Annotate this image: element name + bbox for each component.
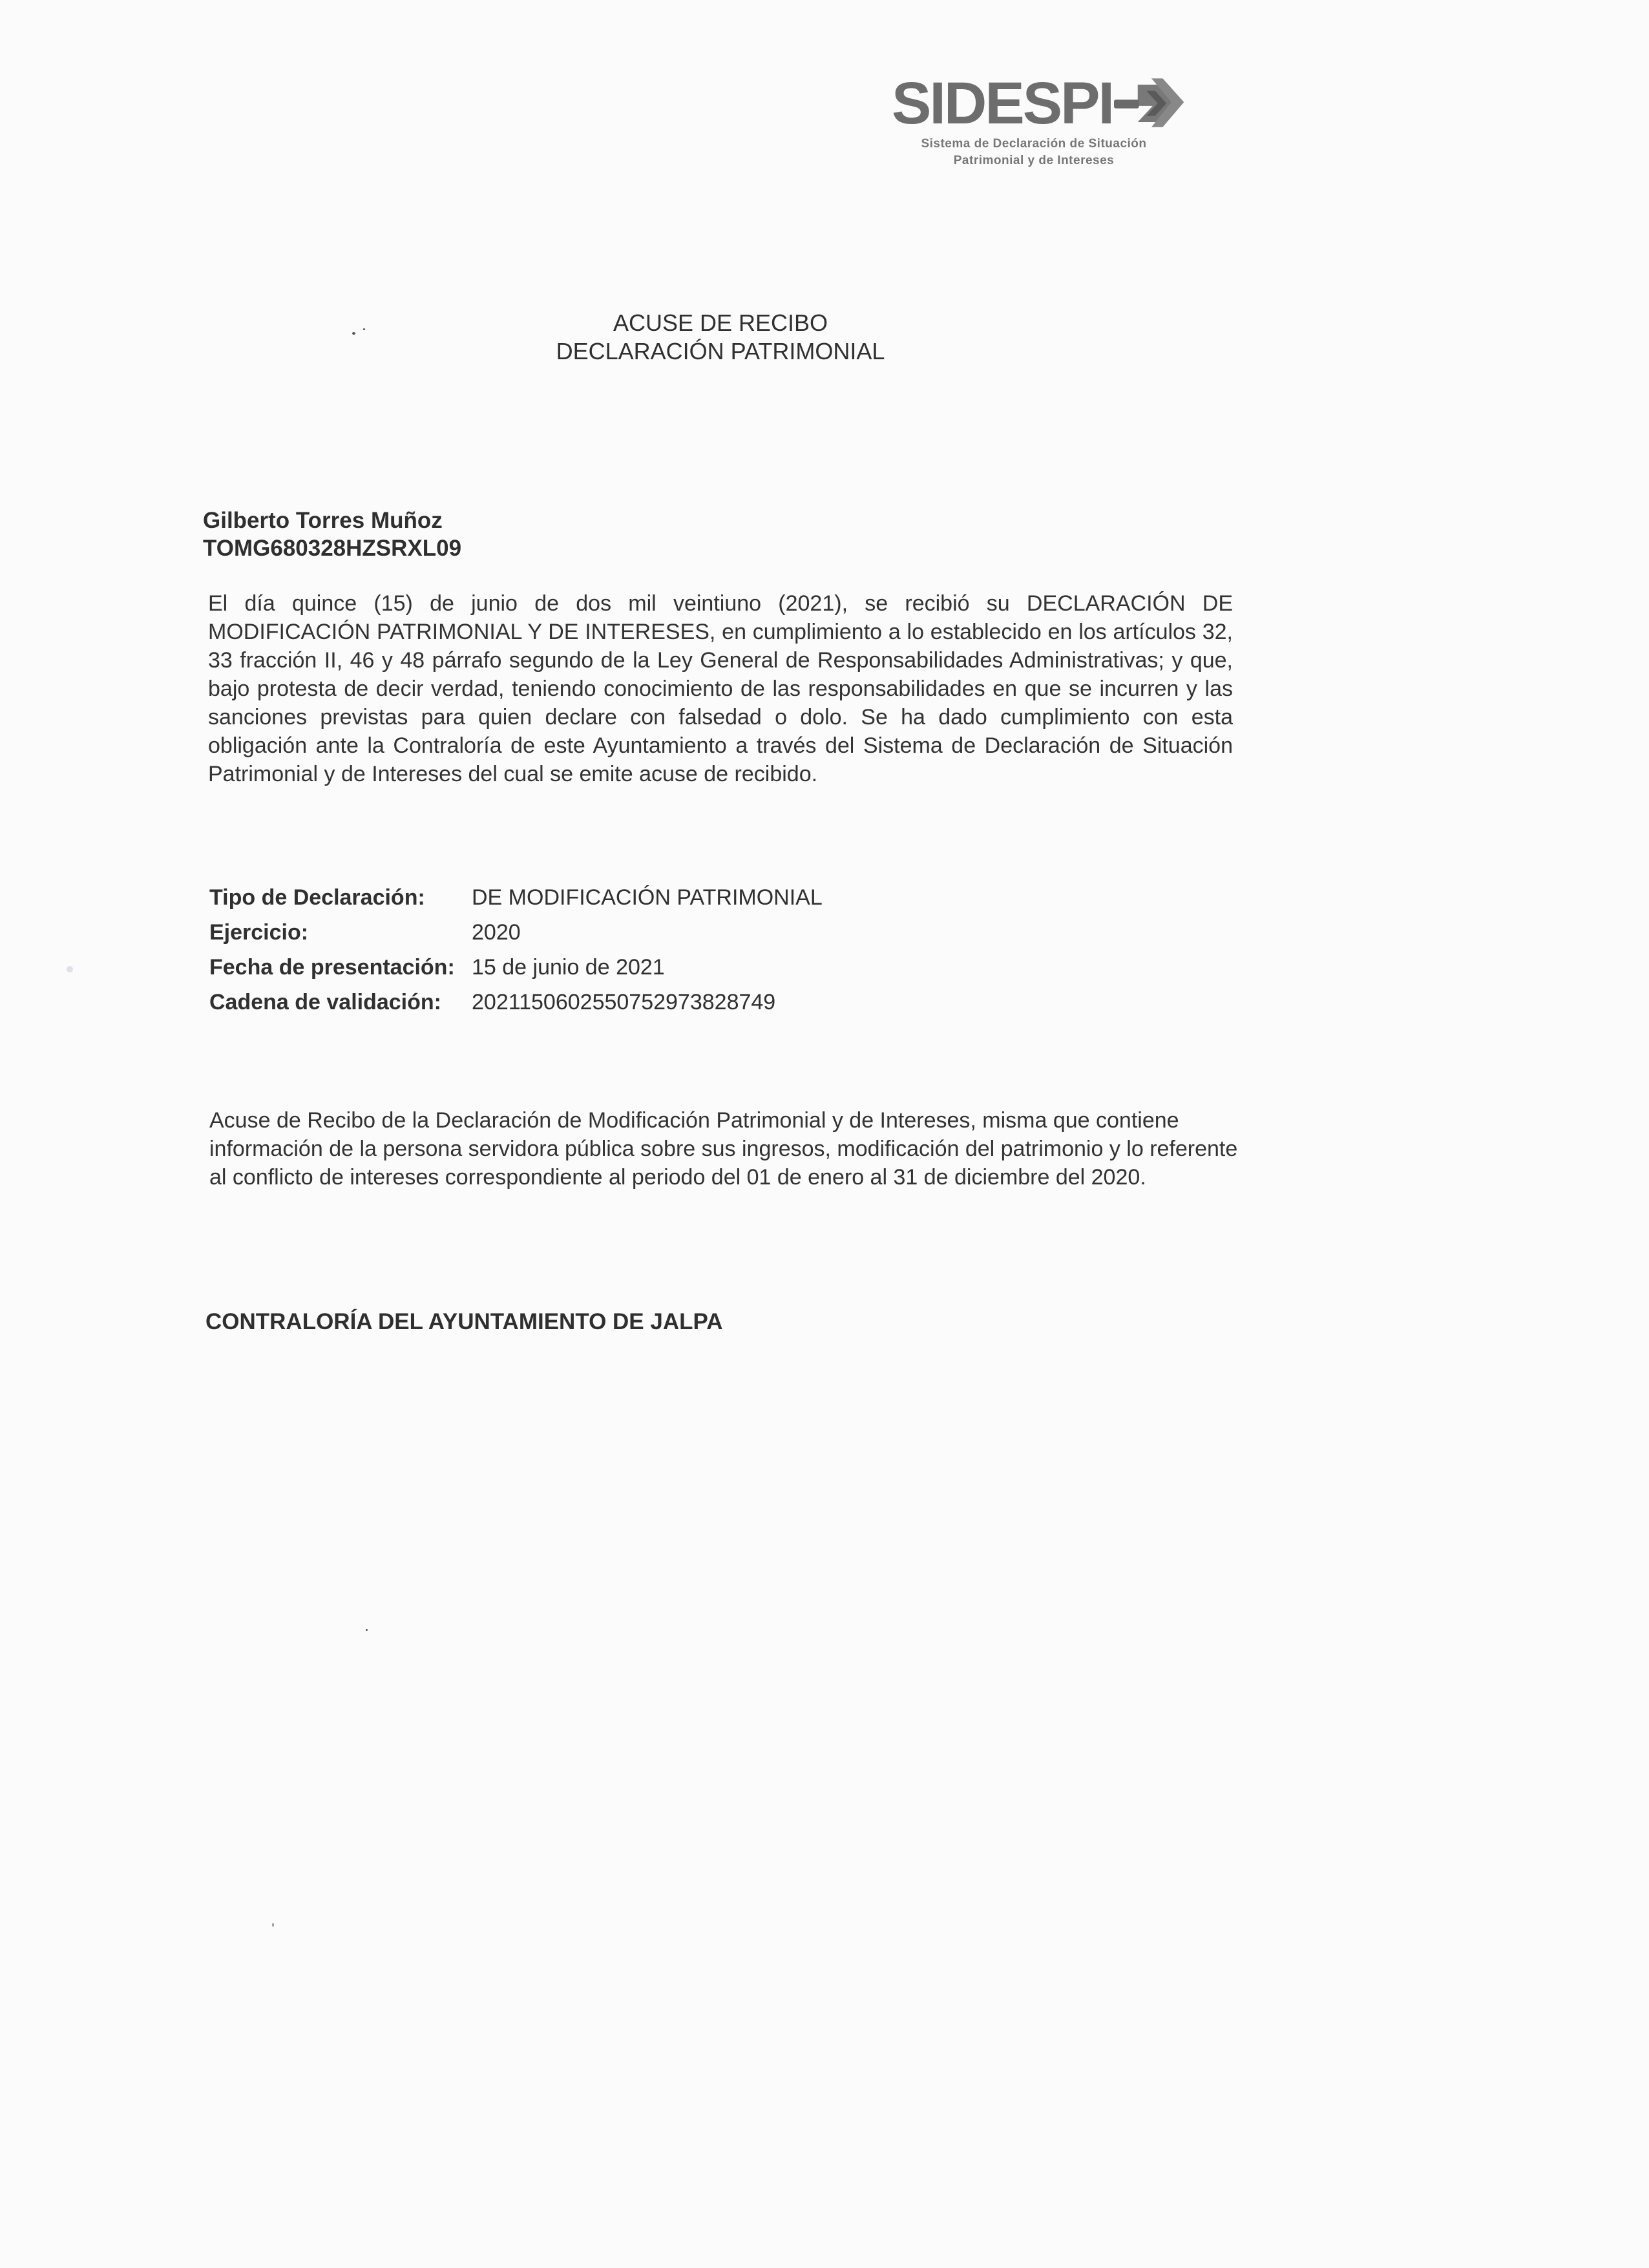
arrow-icon [1114, 71, 1189, 136]
scan-speck [272, 1923, 274, 1927]
detail-row-type [209, 880, 823, 915]
logo-tagline-line2: Patrimonial y de Intereses [953, 154, 1115, 167]
detail-value: 2020 [472, 920, 521, 945]
detail-label: Fecha de presentación: [209, 955, 455, 980]
detail-label: Tipo de Declaración: [209, 885, 425, 910]
detail-label: Ejercicio: [209, 920, 309, 945]
title-line1: ACUSE DE RECIBO [613, 310, 828, 336]
detail-value: 2021150602550752973828749 [472, 990, 776, 1014]
summary-paragraph: Acuse de Recibo de la Declaración de Modificación Patrimonial y de Intereses, misma que contiene información de la persona servidora pública sobre sus ingresos, modificación del patrimonio y lo referente al conflicto de intereses correspondiente al periodo del 01 de enero al 31 de diciembre del 2020. [209, 1108, 1238, 1190]
body-paragraph: El día quince (15) de junio de dos mil veintiuno (2021), se recibió su DECLARACIÓN DE MODIFICACIÓN PATRIMONIAL Y DE INTERESES, en cumplimiento a lo establecido en los artículos 32, 33 fracción II, 46 y 48 párrafo segundo de la Ley General de Responsabilidades Administrativas; y que, bajo protesta de decir verdad, teniendo conocimiento de las responsabilidades en que se incurren y las sanciones previstas para quien declare con falsedad o dolo. Se ha dado cumplimiento con esta obligación ante la Contraloría de este Ayuntamiento a través del Sistema de Declaración de Situación Patrimonial y de Intereses del cual se emite acuse de recibido. [208, 591, 1233, 786]
logo-wordmark: SIDESPI [892, 70, 1113, 136]
detail-value: DE MODIFICACIÓN PATRIMONIAL [472, 885, 823, 910]
detail-row-year [209, 915, 823, 950]
logo-mark [892, 71, 1189, 136]
scan-speck [67, 966, 73, 972]
detail-label: Cadena de validación: [209, 990, 441, 1014]
declarant-name: Gilberto Torres Muñoz [203, 508, 443, 533]
issuer-name: CONTRALORÍA DEL AYUNTAMIENTO DE JALPA [205, 1309, 723, 1334]
declaration-details [209, 880, 823, 1020]
detail-row-validation [209, 985, 823, 1020]
detail-value: 15 de junio de 2021 [472, 955, 665, 980]
logo-tagline [892, 136, 1176, 169]
title-line2: DECLARACIÓN PATRIMONIAL [556, 338, 885, 364]
scan-speck [363, 328, 365, 330]
detail-row-date [209, 950, 823, 985]
sidespi-logo [892, 71, 1189, 187]
scan-speck [352, 332, 355, 335]
document-title [0, 309, 1441, 366]
logo-tagline-line1: Sistema de Declaración de Situación [921, 137, 1147, 151]
scan-speck [366, 1629, 368, 1631]
declarant-rfc: TOMG680328HZSRXL09 [203, 536, 462, 561]
